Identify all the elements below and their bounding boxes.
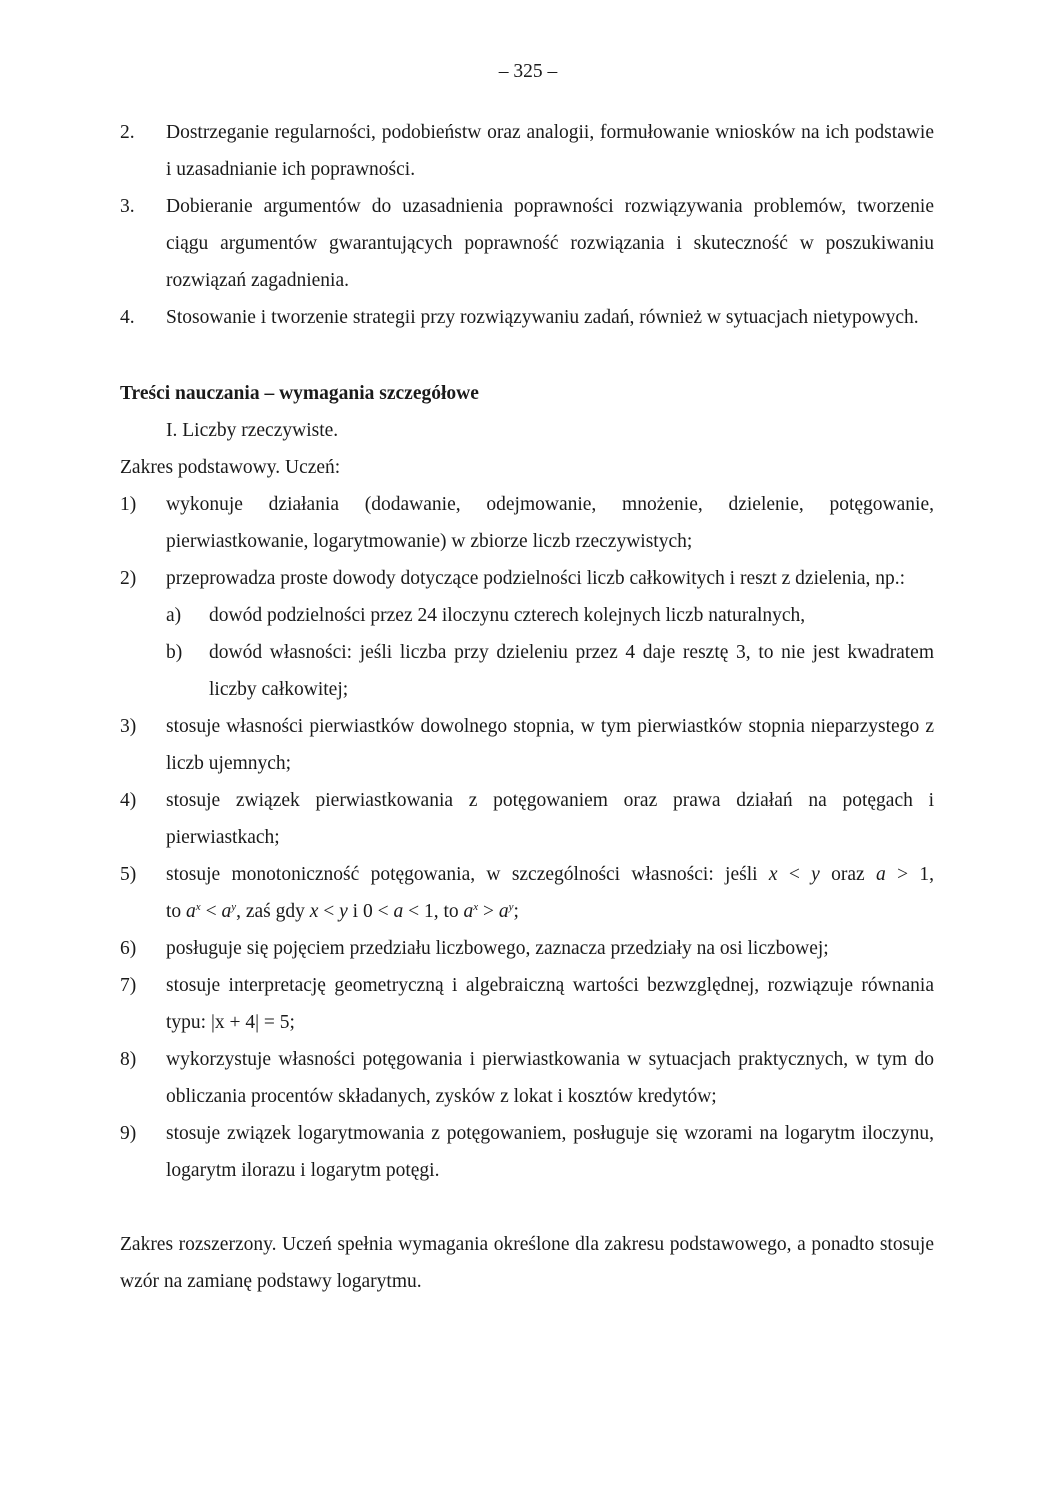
section-heading: Treści nauczania – wymagania szczegółowe — [120, 383, 479, 404]
item-number: 3) — [120, 716, 137, 737]
item-text: stosuje interpretację geometryczną i algebraiczną wartości bezwzględnej, rozwiązuje równania typu: |x + 4| = 5; — [166, 975, 934, 1033]
page-number: – 325 – — [498, 61, 558, 82]
math-variable: y — [339, 901, 348, 922]
item-text: wykonuje działania (dodawanie, odejmowanie, mnożenie, dzielenie, potęgowanie, pierwiastkowanie, logarytmowanie) w zbiorze liczb rzeczywistych; — [166, 494, 934, 552]
basic-scope-label: Zakres podstawowy. Uczeń: — [120, 457, 341, 478]
item-number: 5) — [120, 864, 137, 885]
section-subheading: I. Liczby rzeczywiste. — [166, 420, 339, 441]
math-variable: a — [498, 901, 509, 922]
math-variable: a — [186, 901, 196, 922]
item-number: 2. — [120, 122, 135, 143]
math-exponent: x — [195, 901, 201, 913]
text-fragment: stosuje monotoniczność potęgowania, w szczególności własności: jeśli — [166, 864, 769, 885]
math-operator: > — [478, 901, 499, 922]
item-text: posługuje się pojęciem przedziału liczbowego, zaznacza przedziały na osi liczbowej; — [166, 938, 829, 959]
item-text: dowód własności: jeśli liczba przy dzieleniu przez 4 daje resztę 3, to nie jest kwadratem liczby całkowitej; — [209, 642, 934, 700]
general-item-4 — [120, 299, 934, 336]
document-body — [120, 114, 934, 1300]
item-text: dowód podzielności przez 24 iloczynu czterech kolejnych liczb naturalnych, — [209, 605, 806, 626]
general-item-2 — [120, 114, 934, 188]
math-variable: a — [876, 864, 886, 885]
text-fragment: i 0 < — [347, 901, 394, 922]
item-number: 8) — [120, 1049, 137, 1070]
item-text: stosuje związek pierwiastkowania z potęgowaniem oraz prawa działań na potęgach i pierwiastkach; — [166, 790, 934, 848]
general-item-3 — [120, 188, 934, 299]
math-operator: < — [777, 864, 812, 885]
text-fragment: > 1, — [885, 864, 934, 885]
item-text: stosuje własności pierwiastków dowolnego stopnia, w tym pierwiastków stopnia nieparzystego z liczb ujemnych; — [166, 716, 934, 774]
requirement-subitem-a — [120, 597, 934, 634]
text-fragment: < 1, to — [403, 901, 464, 922]
requirement-subitem-b — [120, 634, 934, 708]
text-fragment: oraz — [819, 864, 876, 885]
item-number: 4) — [120, 790, 137, 811]
math-variable: a — [393, 901, 404, 922]
item-text: wykorzystuje własności potęgowania i pierwiastkowania w sytuacjach praktycznych, w tym do obliczania procentów składanych, zysków z lokat i kosztów kredytów; — [166, 1049, 934, 1107]
item-number: 4. — [120, 307, 135, 328]
math-exponent: y — [231, 901, 237, 913]
extended-scope-paragraph: Zakres rozszerzony. Uczeń spełnia wymagania określone dla zakresu podstawowego, a ponadto stosuje wzór na zamianę podstawy logarytmu. — [120, 1234, 934, 1292]
requirement-item-1 — [120, 486, 934, 560]
item-text: przeprowadza proste dowody dotyczące podzielności liczb całkowitych i reszt z dzielenia, np.: — [166, 568, 906, 589]
item-number: 6) — [120, 938, 137, 959]
math-exponent: x — [473, 901, 479, 913]
math-variable: a — [221, 901, 232, 922]
requirement-item-3 — [120, 708, 934, 782]
requirement-item-4 — [120, 782, 934, 856]
requirement-item-2 — [120, 560, 934, 597]
item-number: 9) — [120, 1123, 137, 1144]
item-text-line-2 — [166, 893, 934, 930]
text-fragment: ; — [513, 901, 519, 922]
item-number: 3. — [120, 196, 135, 217]
item-letter: b) — [166, 642, 183, 663]
math-exponent: y — [508, 901, 514, 913]
item-number: 1) — [120, 494, 137, 515]
math-variable: x — [768, 864, 778, 885]
item-text: Stosowanie i tworzenie strategii przy rozwiązywaniu zadań, również w sytuacjach nietypowych. — [166, 307, 919, 328]
math-variable: a — [463, 901, 474, 922]
item-text-line-1 — [166, 856, 934, 893]
item-text: stosuje związek logarytmowania z potęgowaniem, posługuje się wzorami na logarytm iloczynu, logarytm ilorazu i logarytm potęgi. — [166, 1123, 934, 1181]
requirement-item-5 — [120, 856, 934, 930]
math-operator: < — [200, 901, 222, 922]
math-variable: y — [811, 864, 820, 885]
item-text: Dostrzeganie regularności, podobieństw oraz analogii, formułowanie wniosków na ich podstawie i uzasadnianie ich poprawności. — [166, 122, 934, 180]
requirement-item-6 — [120, 930, 934, 967]
item-number: 2) — [120, 568, 137, 589]
requirement-item-7 — [120, 967, 934, 1041]
item-letter: a) — [166, 605, 182, 626]
math-variable: x — [309, 901, 319, 922]
text-fragment: to — [166, 901, 187, 922]
item-text: Dobieranie argumentów do uzasadnienia poprawności rozwiązywania problemów, tworzenie ciągu argumentów gwarantujących poprawność rozwiązania i skuteczność w poszukiwaniu rozwiązań zagadnienia. — [166, 196, 934, 291]
text-fragment: , zaś gdy — [236, 901, 310, 922]
requirement-item-9 — [120, 1115, 934, 1189]
item-number: 7) — [120, 975, 137, 996]
requirement-item-8 — [120, 1041, 934, 1115]
math-operator: < — [318, 901, 340, 922]
